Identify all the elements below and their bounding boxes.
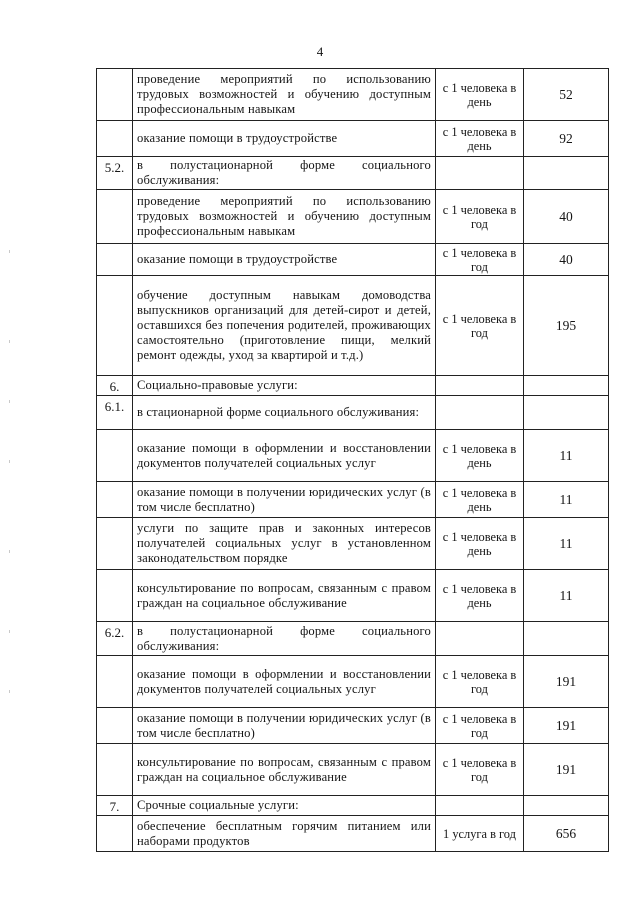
service-value: 40 [524, 244, 609, 276]
unit-of-measure [436, 796, 524, 816]
unit-of-measure: с 1 человека в день [436, 121, 524, 157]
service-value: 11 [524, 430, 609, 482]
service-name: обеспечение бесплатным горячим питанием или наборами продуктов [133, 816, 436, 852]
table-row [97, 482, 609, 518]
service-name: Срочные социальные услуги: [133, 796, 436, 816]
service-name: проведение мероприятий по использованию трудовых возможностей и обучению доступным профессиональным навыкам [133, 69, 436, 121]
service-name: в полустационарной форме социального обслуживания: [133, 157, 436, 190]
margin-scan-marks [6, 250, 16, 750]
row-number [97, 121, 133, 157]
service-name: оказание помощи в оформлении и восстановлении документов получателей социальных услуг [133, 656, 436, 708]
table-row [97, 430, 609, 482]
unit-of-measure: с 1 человека в день [436, 430, 524, 482]
table-row [97, 376, 609, 396]
row-number [97, 69, 133, 121]
table-row [97, 121, 609, 157]
unit-of-measure: с 1 человека в день [436, 69, 524, 121]
services-table-body [97, 69, 609, 852]
service-value: 191 [524, 744, 609, 796]
table-row [97, 244, 609, 276]
table-row [97, 816, 609, 852]
unit-of-measure: с 1 человека в год [436, 276, 524, 376]
unit-of-measure: с 1 человека в год [436, 708, 524, 744]
service-name: в стационарной форме социального обслуживания: [133, 396, 436, 430]
unit-of-measure: с 1 человека в день [436, 518, 524, 570]
row-number [97, 708, 133, 744]
table-row [97, 656, 609, 708]
row-number [97, 570, 133, 622]
row-number [97, 276, 133, 376]
service-value: 40 [524, 190, 609, 244]
service-value: 11 [524, 570, 609, 622]
unit-of-measure: с 1 человека в год [436, 744, 524, 796]
table-row [97, 396, 609, 430]
row-number: 6.2. [97, 622, 133, 656]
service-value: 11 [524, 518, 609, 570]
table-row [97, 744, 609, 796]
table-row [97, 190, 609, 244]
service-name: оказание помощи в оформлении и восстановлении документов получателей социальных услуг [133, 430, 436, 482]
row-number [97, 244, 133, 276]
page-number: 4 [316, 44, 324, 59]
service-value: 52 [524, 69, 609, 121]
service-value: 92 [524, 121, 609, 157]
table-row [97, 708, 609, 744]
service-value [524, 622, 609, 656]
unit-of-measure: с 1 человека в год [436, 190, 524, 244]
row-number [97, 482, 133, 518]
row-number: 6. [97, 376, 133, 396]
row-number: 7. [97, 796, 133, 816]
row-number [97, 744, 133, 796]
unit-of-measure: с 1 человека в день [436, 482, 524, 518]
service-value: 195 [524, 276, 609, 376]
service-value [524, 396, 609, 430]
row-number [97, 190, 133, 244]
service-value: 11 [524, 482, 609, 518]
table-row [97, 157, 609, 190]
service-name: оказание помощи в получении юридических услуг (в том числе бесплатно) [133, 482, 436, 518]
service-name: услуги по защите прав и законных интересов получателей социальных услуг в установленном законодательством порядке [133, 518, 436, 570]
row-number [97, 656, 133, 708]
service-value: 191 [524, 708, 609, 744]
table-row [97, 622, 609, 656]
service-value [524, 157, 609, 190]
unit-of-measure: с 1 человека в год [436, 244, 524, 276]
unit-of-measure [436, 396, 524, 430]
service-value [524, 796, 609, 816]
table-row [97, 518, 609, 570]
row-number: 5.2. [97, 157, 133, 190]
table-row [97, 276, 609, 376]
service-name: в полустационарной форме социального обслуживания: [133, 622, 436, 656]
service-name: проведение мероприятий по использованию трудовых возможностей и обучению доступным профессиональным навыкам [133, 190, 436, 244]
unit-of-measure: с 1 человека в год [436, 656, 524, 708]
row-number [97, 816, 133, 852]
row-number: 6.1. [97, 396, 133, 430]
service-name: Социально-правовые услуги: [133, 376, 436, 396]
unit-of-measure [436, 157, 524, 190]
table-row [97, 69, 609, 121]
service-name: обучение доступным навыкам домоводства выпускников организаций для детей-сирот и детей, оставшихся без попечения родителей, проживающих самостоятельно (приготовление пищи, мелкий ремонт одежды, уход за квартирой и т.д.) [133, 276, 436, 376]
unit-of-measure: с 1 человека в день [436, 570, 524, 622]
table-row [97, 796, 609, 816]
services-table [96, 68, 609, 852]
service-name: оказание помощи в получении юридических услуг (в том числе бесплатно) [133, 708, 436, 744]
row-number [97, 430, 133, 482]
service-name: консультирование по вопросам, связанным с правом граждан на социальное обслуживание [133, 744, 436, 796]
service-name: консультирование по вопросам, связанным с правом граждан на социальное обслуживание [133, 570, 436, 622]
service-name: оказание помощи в трудоустройстве [133, 121, 436, 157]
unit-of-measure [436, 622, 524, 656]
service-value: 191 [524, 656, 609, 708]
unit-of-measure [436, 376, 524, 396]
table-row [97, 570, 609, 622]
service-value: 656 [524, 816, 609, 852]
row-number [97, 518, 133, 570]
unit-of-measure: 1 услуга в год [436, 816, 524, 852]
service-value [524, 376, 609, 396]
service-name: оказание помощи в трудоустройстве [133, 244, 436, 276]
